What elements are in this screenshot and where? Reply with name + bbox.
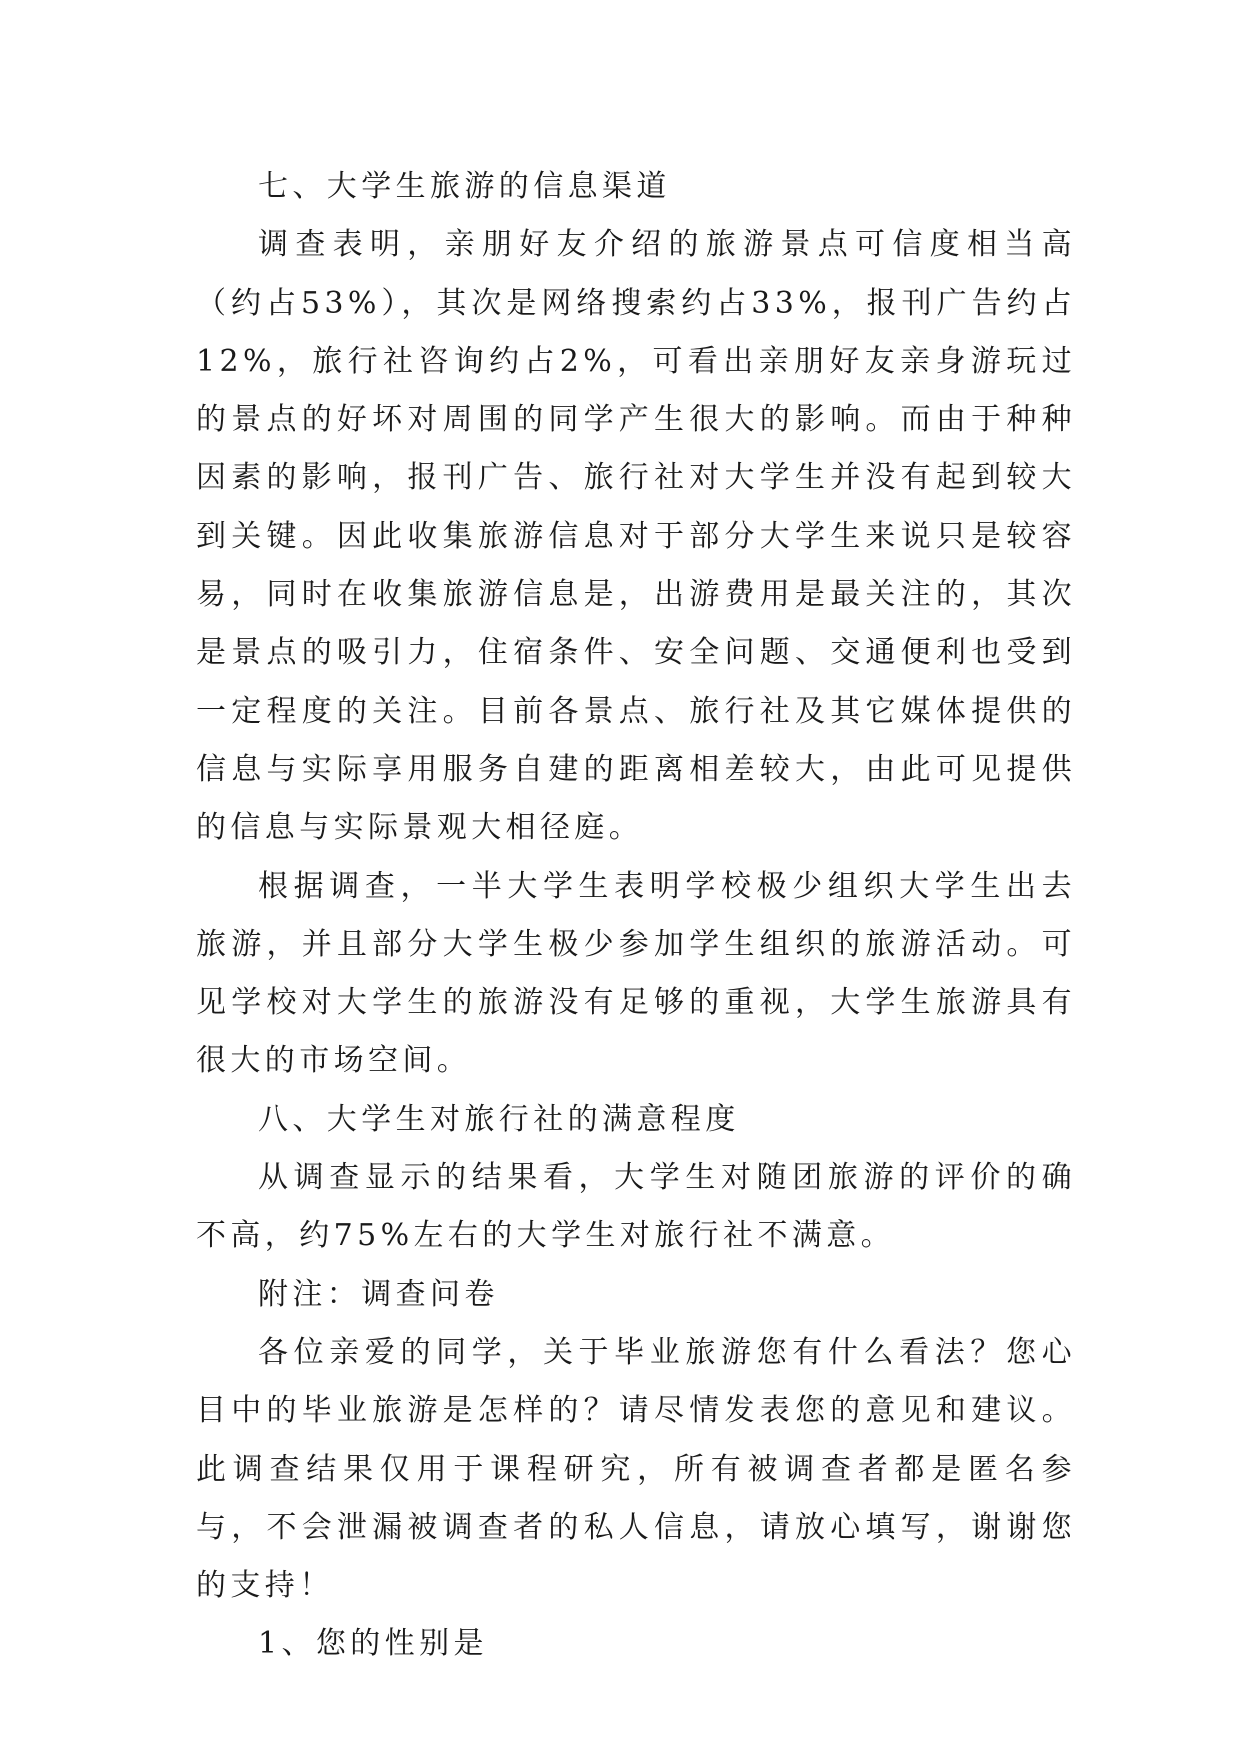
section-8-heading: 八、大学生对旅行社的满意程度 <box>258 1101 740 1137</box>
section-7-paragraph-2: 根据调查，一半大学生表明学校极少组织大学生出去旅游，并且部分大学生极少参加学生组织的旅游活动。可见学校对大学生的旅游没有足够的重视，大学生旅游具有很大的市场空间。 <box>196 868 1076 1079</box>
document-page <box>196 158 1076 1674</box>
section-7-paragraph-1: 调查表明，亲朋好友介绍的旅游景点可信度相当高（约占53%），其次是网络搜索约占33%，报刊广告约占12%，旅行社咨询约占2%，可看出亲朋好友亲身游玩过的景点的好坏对周围的同学产生很大的影响。而由于种种因素的影响，报刊广告、旅行社对大学生并没有起到较大到关键。因此收集旅游信息对于部分大学生来说只是较容易，同时在收集旅游信息是，出游费用是最关注的，其次是景点的吸引力，住宿条件、安全问题、交通便利也受到一定程度的关注。目前各景点、旅行社及其它媒体提供的信息与实际享用服务自建的距离相差较大，由此可见提供的信息与实际景观大相径庭。 <box>196 227 1076 846</box>
section-8-paragraph-1: 从调查显示的结果看，大学生对随团旅游的评价的确不高，约75%左右的大学生对旅行社不满意。 <box>196 1160 1076 1254</box>
appendix-heading: 附注：调查问卷 <box>258 1276 499 1312</box>
section-7-heading: 七、大学生旅游的信息渠道 <box>258 169 671 204</box>
question-1: 1、您的性别是 <box>258 1626 488 1662</box>
appendix-intro-paragraph: 各位亲爱的同学，关于毕业旅游您有什么看法？您心目中的毕业旅游是怎样的？请尽情发表您的意见和建议。此调查结果仅用于课程研究，所有被调查者都是匿名参与，不会泄漏被调查者的私人信息，请放心填写，谢谢您的支持！ <box>196 1334 1076 1604</box>
